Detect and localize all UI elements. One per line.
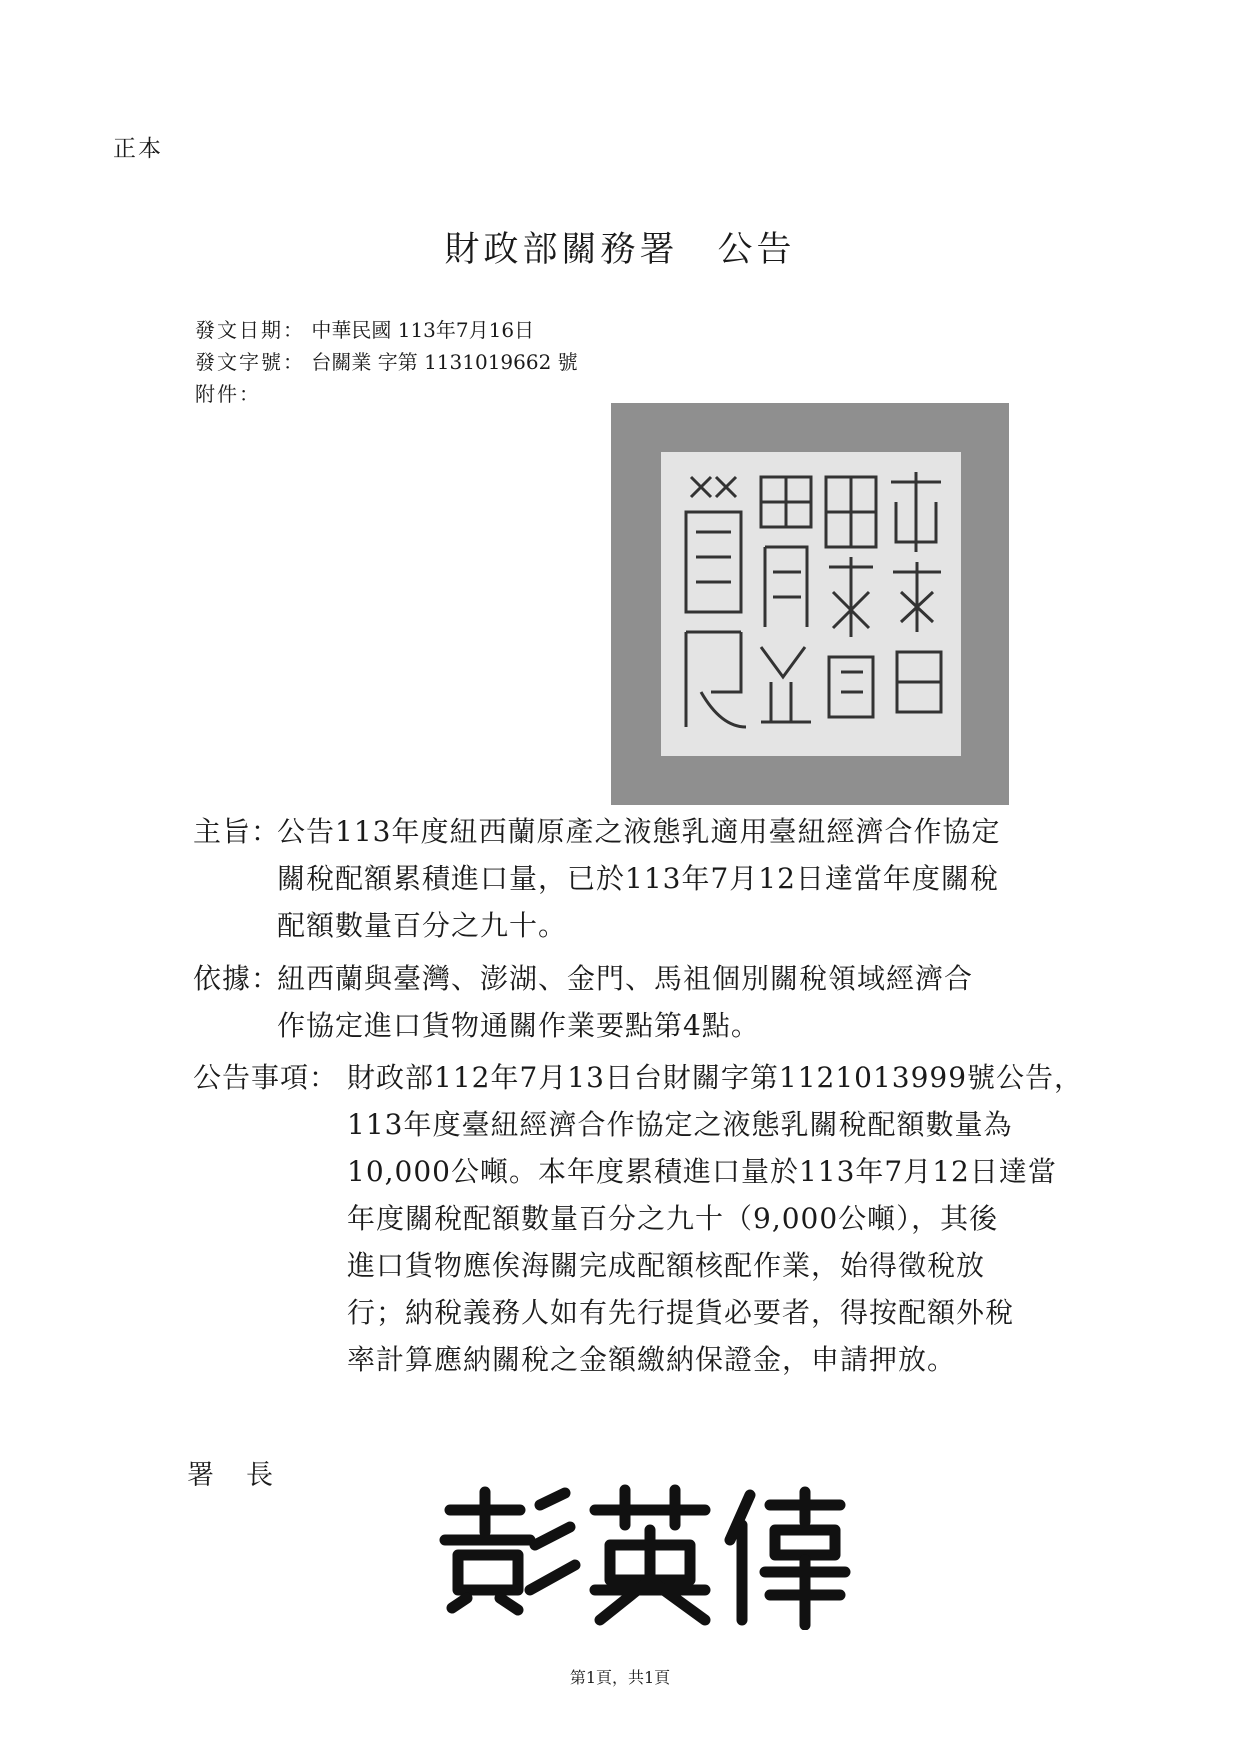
notice-line: 行；納稅義務人如有先行提貨必要者，得按配額外稅 xyxy=(347,1296,1015,1329)
seal-script-graphic xyxy=(661,452,961,756)
subject-body xyxy=(277,808,1000,949)
signature-graphic xyxy=(430,1480,870,1630)
subject-line: 公告113年度紐西蘭原產之液態乳適用臺紐經濟合作協定 xyxy=(277,815,1001,848)
notice-line: 113年度臺紐經濟合作協定之液態乳關稅配額數量為 xyxy=(347,1108,1013,1141)
page-title: 財政部關務署 公告 xyxy=(444,230,796,270)
subject-label: 主旨： xyxy=(193,815,281,848)
document-meta xyxy=(195,314,578,410)
subject-line: 關稅配額累積進口量，已於113年7月12日達當年度關稅 xyxy=(277,862,999,895)
notice-section xyxy=(193,1054,1083,1383)
subject-line: 配額數量百分之九十。 xyxy=(277,909,568,942)
basis-line: 紐西蘭與臺灣、澎湖、金門、馬祖個別關稅領域經濟合 xyxy=(277,962,974,995)
official-seal-icon xyxy=(611,403,1009,805)
notice-line: 財政部112年7月13日台財關字第1121013999號公告， xyxy=(347,1061,1084,1094)
notice-line: 進口貨物應俟海關完成配額核配作業，始得徵稅放 xyxy=(347,1249,986,1282)
notice-line: 10,000公噸。本年度累積進口量於113年7月12日達當 xyxy=(347,1155,1057,1188)
notice-body xyxy=(347,1054,1083,1383)
notice-line: 率計算應納關稅之金額繳納保證金，申請押放。 xyxy=(347,1343,957,1376)
issue-date-row xyxy=(195,314,578,346)
attachment-label: 附件： xyxy=(195,382,261,406)
document-number-row xyxy=(195,346,578,378)
subject-section xyxy=(193,808,1000,949)
basis-section xyxy=(193,955,973,1049)
notice-line: 年度關稅配額數量百分之九十（9,000公噸），其後 xyxy=(347,1202,999,1235)
basis-label: 依據： xyxy=(193,962,281,995)
document-number-value: 台關業 字第 1131019662 號 xyxy=(311,350,578,374)
page-number: 第1頁，共1頁 xyxy=(569,1668,671,1687)
attachment-row xyxy=(195,378,578,410)
handwritten-signature xyxy=(430,1480,870,1630)
basis-body xyxy=(277,955,973,1049)
copy-mark: 正本 xyxy=(113,136,163,162)
basis-line: 作協定進口貨物通關作業要點第4點。 xyxy=(277,1009,760,1042)
issue-date-label: 發文日期： xyxy=(195,318,305,342)
document-number-label: 發文字號： xyxy=(195,350,305,374)
signatory-title: 署長 xyxy=(187,1460,305,1491)
notice-label: 公告事項： xyxy=(193,1061,339,1094)
seal-face xyxy=(661,452,961,756)
issue-date-value: 中華民國 113年7月16日 xyxy=(311,318,535,342)
